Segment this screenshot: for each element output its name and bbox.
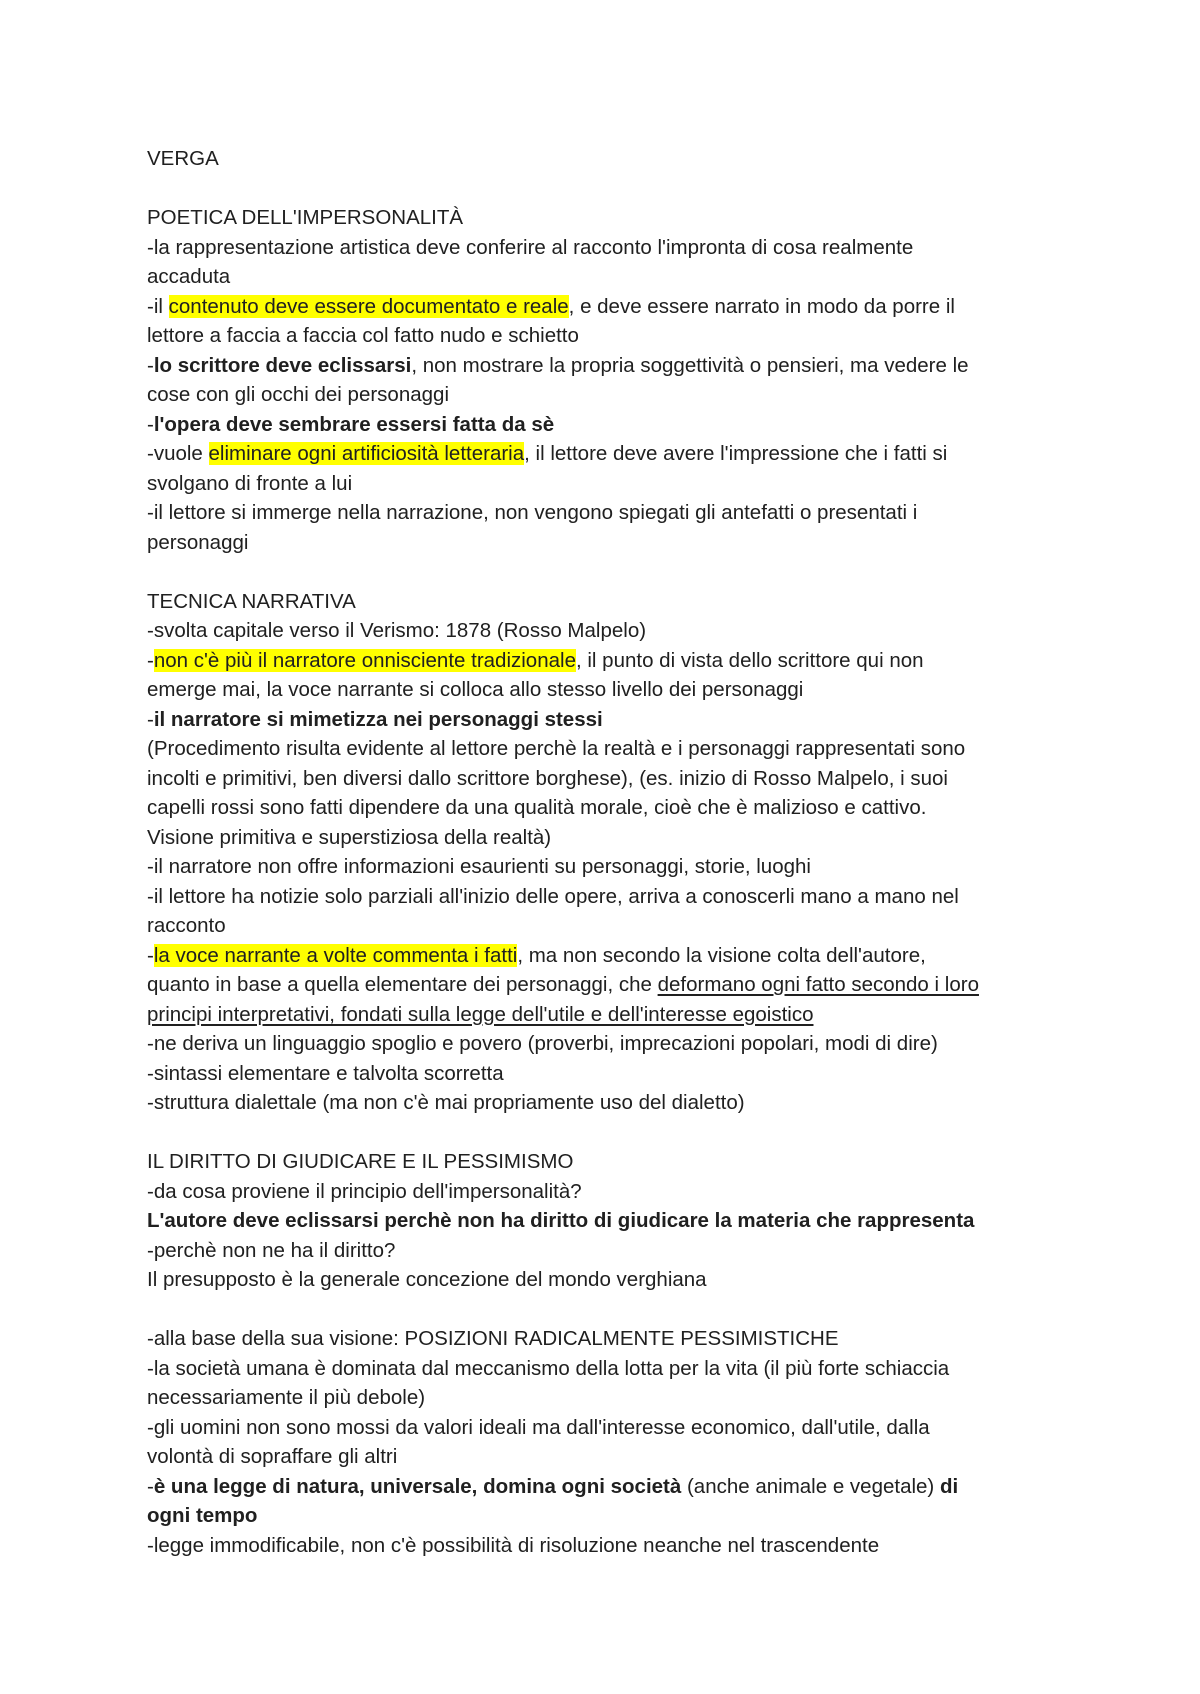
text-run: Il presupposto è la generale concezione del mondo verghiana bbox=[147, 1268, 707, 1291]
text-run: volontà di sopraffare gli altri bbox=[147, 1445, 398, 1468]
text-run: -legge immodificabile, non c'è possibilità di risoluzione neanche nel trascendente bbox=[147, 1533, 880, 1557]
bold-text: ogni tempo bbox=[147, 1504, 258, 1527]
bold-text: di bbox=[939, 1474, 959, 1498]
document-title: VERGA bbox=[147, 147, 219, 170]
text-line bbox=[147, 410, 1067, 440]
text-run: necessariamente il più debole) bbox=[147, 1386, 426, 1409]
text-run: emerge mai, la voce narrante si colloca allo stesso livello dei personaggi bbox=[147, 678, 804, 701]
blank-line bbox=[147, 557, 1067, 587]
text-run: (anche animale e vegetale) bbox=[681, 1474, 940, 1498]
text-run: -svolta capitale verso il Verismo: 1878 (Rosso Malpelo) bbox=[147, 619, 647, 642]
text-line bbox=[147, 1354, 1067, 1384]
text-line bbox=[147, 233, 1067, 263]
text-line bbox=[147, 882, 1067, 912]
bold-text: è una legge di natura, universale, domina ogni società bbox=[153, 1474, 682, 1498]
text-line bbox=[147, 528, 1067, 558]
text-line bbox=[147, 351, 1067, 381]
text-run: incolti e primitivi, ben diversi dallo scrittore borghese), (es. inizio di Rosso Malpelo, i suoi bbox=[147, 766, 948, 790]
text-line bbox=[147, 1413, 1067, 1443]
text-run: -sintassi elementare e talvolta scorretta bbox=[147, 1061, 504, 1085]
text-run: -la rappresentazione artistica deve conferire al racconto l'impronta di cosa realmente bbox=[147, 235, 914, 259]
text-line bbox=[147, 646, 1067, 676]
text-run: -perchè non ne ha il diritto? bbox=[147, 1238, 396, 1262]
text-line bbox=[147, 675, 1067, 705]
underlined-text: principi interpretativi, fondati sulla legge dell'utile e dell'interesse egoistico bbox=[147, 1002, 814, 1026]
text-line bbox=[147, 970, 1067, 1000]
document-body bbox=[147, 203, 1067, 1560]
text-line bbox=[147, 705, 1067, 735]
text-run: -struttura dialettale (ma non c'è mai propriamente uso del dialetto) bbox=[147, 1091, 745, 1114]
text-run: , il punto di vista dello scrittore qui non bbox=[575, 648, 924, 672]
text-line bbox=[147, 439, 1067, 469]
text-run: - bbox=[147, 943, 154, 967]
highlighted-text: contenuto deve essere documentato e reale bbox=[168, 294, 569, 318]
text-line bbox=[147, 1236, 1067, 1266]
text-line bbox=[147, 764, 1067, 794]
text-run: -vuole bbox=[147, 442, 209, 465]
bold-text: il narratore si mimetizza nei personaggi stessi bbox=[153, 707, 603, 731]
text-run: cose con gli occhi dei personaggi bbox=[147, 383, 449, 406]
text-line bbox=[147, 262, 1067, 292]
highlighted-text: la voce narrante a volte commenta i fatti bbox=[153, 943, 518, 967]
section bbox=[147, 203, 1067, 587]
text-line bbox=[147, 469, 1067, 499]
text-run: , non mostrare la propria soggettività o pensieri, ma vedere le bbox=[411, 353, 969, 377]
text-run: Visione primitiva e superstiziosa della realtà) bbox=[147, 825, 552, 849]
text-line bbox=[147, 941, 1067, 971]
document-page bbox=[147, 144, 1067, 1560]
section-heading: IL DIRITTO DI GIUDICARE E IL PESSIMISMO bbox=[147, 1150, 574, 1173]
text-line bbox=[147, 793, 1067, 823]
text-run: -il narratore non offre informazioni esaurienti su personaggi, storie, luoghi bbox=[147, 855, 811, 878]
text-run: -il lettore ha notizie solo parziali all'inizio delle opere, arriva a conoscerli mano a mano nel bbox=[147, 884, 959, 908]
blank-line bbox=[147, 174, 1067, 204]
text-line bbox=[147, 1383, 1067, 1413]
text-run: capelli rossi sono fatti dipendere da una qualità morale, cioè che è malizioso e cattivo. bbox=[147, 796, 927, 819]
text-line bbox=[147, 1000, 1067, 1030]
section bbox=[147, 1147, 1067, 1560]
bold-text: l'opera deve sembrare essersi fatta da sè bbox=[153, 412, 555, 436]
section-heading: POETICA DELL'IMPERSONALITÀ bbox=[147, 206, 464, 229]
bold-text: L'autore deve eclissarsi perchè non ha diritto di giudicare la materia che rappresenta bbox=[147, 1209, 975, 1232]
highlighted-text: non c'è più il narratore onnisciente tradizionale bbox=[153, 648, 576, 672]
text-run: -il bbox=[147, 294, 169, 318]
text-run: -ne deriva un linguaggio spoglio e povero (proverbi, imprecazioni popolari, modi di dire) bbox=[147, 1032, 938, 1055]
text-run: , il lettore deve avere l'impressione che i fatti si bbox=[524, 442, 948, 465]
text-run: quanto in base a quella elementare dei personaggi, che bbox=[147, 973, 658, 996]
text-line bbox=[147, 498, 1067, 528]
text-run: - bbox=[147, 1474, 154, 1498]
text-line bbox=[147, 616, 1067, 646]
text-run: - bbox=[147, 648, 154, 672]
text-run: - bbox=[147, 353, 154, 377]
text-line bbox=[147, 1029, 1067, 1059]
text-run: (Procedimento risulta evidente al lettore perchè la realtà e i personaggi rappresentati sono bbox=[147, 737, 966, 760]
text-run: , ma non secondo la visione colta dell'autore, bbox=[517, 943, 926, 967]
text-run: - bbox=[147, 412, 154, 436]
section bbox=[147, 587, 1067, 1148]
text-run: - bbox=[147, 707, 154, 731]
text-line bbox=[147, 1324, 1067, 1354]
section-heading: TECNICA NARRATIVA bbox=[147, 589, 356, 613]
text-run: -alla base della sua visione: POSIZIONI RADICALMENTE PESSIMISTICHE bbox=[147, 1327, 839, 1350]
text-run: accaduta bbox=[147, 265, 231, 288]
text-line bbox=[147, 380, 1067, 410]
text-line bbox=[147, 1088, 1067, 1118]
text-line bbox=[147, 1501, 1067, 1531]
text-run: racconto bbox=[147, 914, 226, 937]
text-line bbox=[147, 1442, 1067, 1472]
text-line bbox=[147, 823, 1067, 853]
blank-line bbox=[147, 1295, 1067, 1325]
text-run: -gli uomini non sono mossi da valori ideali ma dall'interesse economico, dall'utile, dalla bbox=[147, 1415, 930, 1439]
text-run: personaggi bbox=[147, 530, 249, 554]
text-line bbox=[147, 1531, 1067, 1561]
text-line bbox=[147, 1206, 1067, 1236]
highlighted-text: eliminare ogni artificiosità letteraria bbox=[208, 442, 525, 465]
text-run: lettore a faccia a faccia col fatto nudo e schietto bbox=[147, 324, 579, 347]
text-run: -la società umana è dominata dal meccanismo della lotta per la vita (il più forte schiaccia bbox=[147, 1356, 950, 1380]
text-run: , e deve essere narrato in modo da porre il bbox=[568, 294, 955, 318]
bold-text: lo scrittore deve eclissarsi bbox=[153, 353, 412, 377]
blank-line bbox=[147, 1118, 1067, 1148]
text-run: -il lettore si immerge nella narrazione, non vengono spiegati gli antefatti o presentati i bbox=[147, 501, 918, 524]
text-line bbox=[147, 1059, 1067, 1089]
text-line bbox=[147, 1265, 1067, 1295]
text-line bbox=[147, 321, 1067, 351]
text-line bbox=[147, 734, 1067, 764]
text-line bbox=[147, 852, 1067, 882]
text-line bbox=[147, 292, 1067, 322]
text-line bbox=[147, 1472, 1067, 1502]
text-run: -da cosa proviene il principio dell'impersonalità? bbox=[147, 1179, 582, 1203]
underlined-text: deformano ogni fatto secondo i loro bbox=[657, 973, 979, 996]
text-line bbox=[147, 911, 1067, 941]
text-line bbox=[147, 1177, 1067, 1207]
text-run: svolgano di fronte a lui bbox=[147, 471, 353, 495]
